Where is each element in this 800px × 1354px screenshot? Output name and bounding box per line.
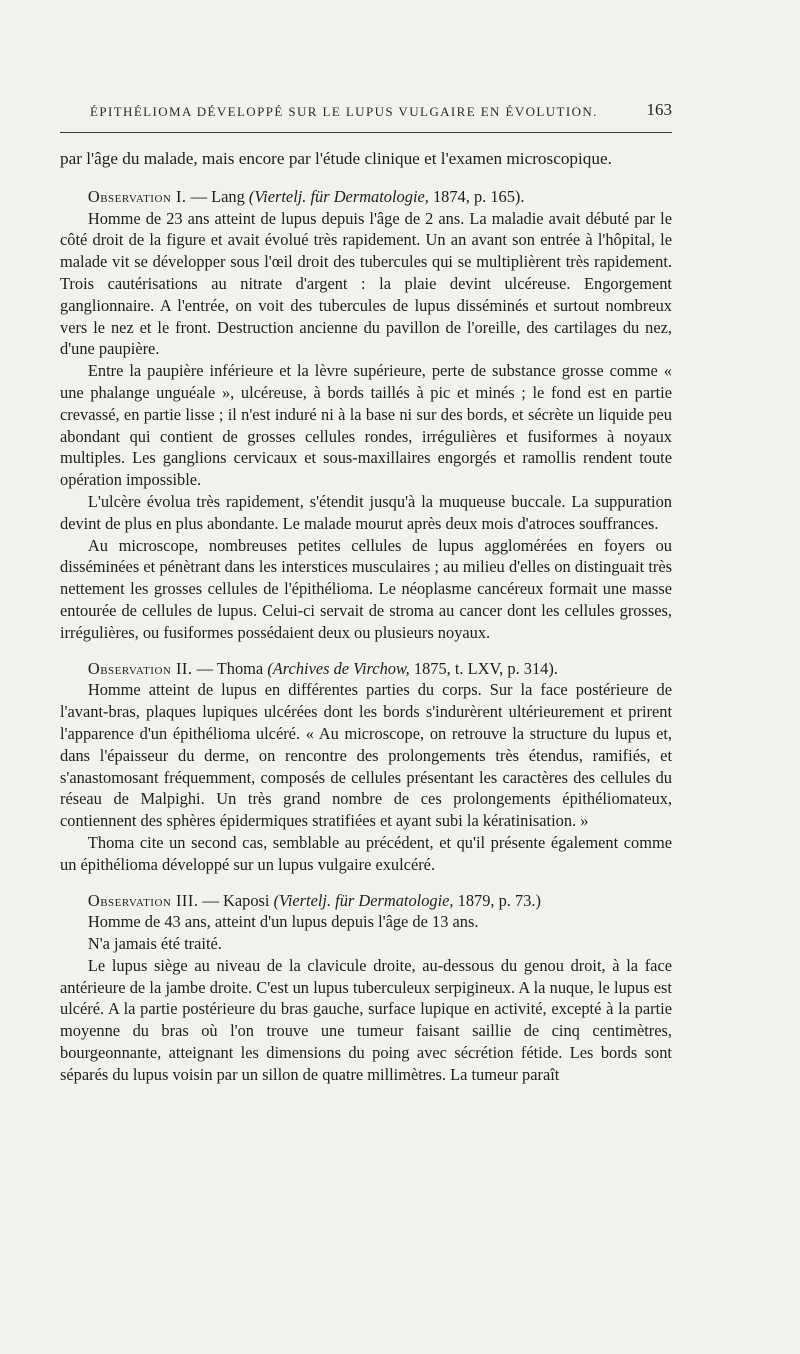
citation-details: 1875, t. LXV, p. 314). xyxy=(409,658,558,678)
observation-paragraph: N'a jamais été traité. xyxy=(87,934,222,954)
observation-paragraph: Homme atteint de lupus en différentes parties du corps. Sur la face postérieure de l'avant-bras, plaques lupiques ulcérées dont les bords s'indurèrent ultérieurement et prirent l'apparence d'un épithélioma ulcéré. « Au microscope, on retrouve la structure du lupus et, dans l'épaisseur du derme, on rencontre des prolongements très étendus, ramifiés, et s'anastomosant fréquemment, composés de cellules présentant les caractères des cellules du réseau de Malpighi. Un très grand nombre de ces prolongements épithéliomateux, contiennent des sphères épidermiques stratifiées et ayant subi la kératinisation. » xyxy=(60,680,672,831)
citation-details: 1879, p. 73.) xyxy=(453,890,541,910)
observation-heading xyxy=(60,186,672,208)
citation-author: — Lang xyxy=(186,186,249,206)
observation-paragraph: Le lupus siège au niveau de la clavicule droite, au-dessous du genou droit, à la face antérieure de la jambe droite. C'est un lupus tuberculeux serpigineux. A la nuque, le lupus est ulcéré. A la partie postérieure du bras gauche, surface lupique en activité, excepté à la partie moyenne du bras où l'on trouve une tumeur faisant saillie de cinq centimètres, bourgeonnante, atteignant les dimensions du poing avec sécrétion fétide. Les bords sont séparés du lupus voisin par un sillon de quatre millimètres. La tumeur paraît xyxy=(60,955,672,1084)
running-title: ÉPITHÉLIOMA DÉVELOPPÉ SUR LE LUPUS VULGAIRE EN ÉVOLUTION. xyxy=(90,104,598,119)
observation-paragraph: Homme de 43 ans, atteint d'un lupus depuis l'âge de 13 ans. xyxy=(87,912,479,932)
observation-paragraph: L'ulcère évolua très rapidement, s'étendit jusqu'à la muqueuse buccale. La suppuration devint de plus en plus abondante. Le malade mourut après deux mois d'atroces souffrances. xyxy=(60,491,672,533)
continuation-paragraph: par l'âge du malade, mais encore par l'étude clinique et l'examen microscopique. xyxy=(60,149,612,168)
observation-label: Observation III. xyxy=(87,890,199,910)
citation-details: 1874, p. 165). xyxy=(428,186,525,206)
observation-heading xyxy=(60,890,672,912)
observation-heading xyxy=(60,658,672,680)
observation-paragraph: Thoma cite un second cas, semblable au précédent, et qu'il présente également comme un épithélioma développé sur un lupus vulgaire exulcéré. xyxy=(60,832,672,874)
citation-journal: (Viertelj. für Dermatologie, xyxy=(273,890,454,910)
header-rule xyxy=(60,132,672,133)
observation-paragraph: Homme de 23 ans atteint de lupus depuis l'âge de 2 ans. La maladie avait débuté par le côté droit de la figure et avait évolué très rapidement. Un an avant son entrée à l'hôpital, le malade vit se développer sous l'œil droit des tubercules qui se multiplièrent très rapidement. Trois cautérisations au nitrate d'argent : la plaie devint ulcéreuse. Engorgement ganglionnaire. A l'entrée, on voit des tubercules de lupus disséminés et surtout nombreux vers le nez et le front. Destruction ancienne du pavillon de l'oreille, des cartilages du nez, d'une paupière. xyxy=(60,208,672,359)
observation-paragraph: Entre la paupière inférieure et la lèvre supérieure, perte de substance grosse comme « une phalange unguéale », ulcéreuse, à bords taillés à pic et minés ; le fond est en partie crevassé, en partie lisse ; il n'est induré ni à la base ni sur des bords, et sécrète un liquide peu abondant qui contient de grosses cellules rondes, irrégulières et fusiformes à noyaux multiples. Les ganglions cervicaux et sous-maxillaires engorgés et ramollis rendent toute opération impossible. xyxy=(60,361,672,490)
citation-author: — Kaposi xyxy=(198,890,274,910)
citation-author: — Thoma xyxy=(192,658,268,678)
observation-label: Observation I. xyxy=(87,186,187,206)
page-number: 163 xyxy=(646,100,672,119)
citation-journal: (Archives de Virchow, xyxy=(267,658,410,678)
citation-journal: (Viertelj. für Dermatologie, xyxy=(248,186,429,206)
observation-paragraph: Au microscope, nombreuses petites cellules de lupus agglomérées en foyers ou disséminées et pénètrant dans les interstices musculaires ; au milieu d'elles on distinguait très nettement les grosses cellules de l'épithélioma. Le néoplasme cancéreux formait une masse entourée de cellules de lupus. Celui-ci servait de stroma au cancer dont les cellules grosses, irrégulières, ou fusiformes possédaient deux ou plusieurs noyaux. xyxy=(60,535,672,642)
body-text xyxy=(60,148,672,1086)
page-header xyxy=(60,100,672,124)
observation-label: Observation II. xyxy=(87,658,193,678)
